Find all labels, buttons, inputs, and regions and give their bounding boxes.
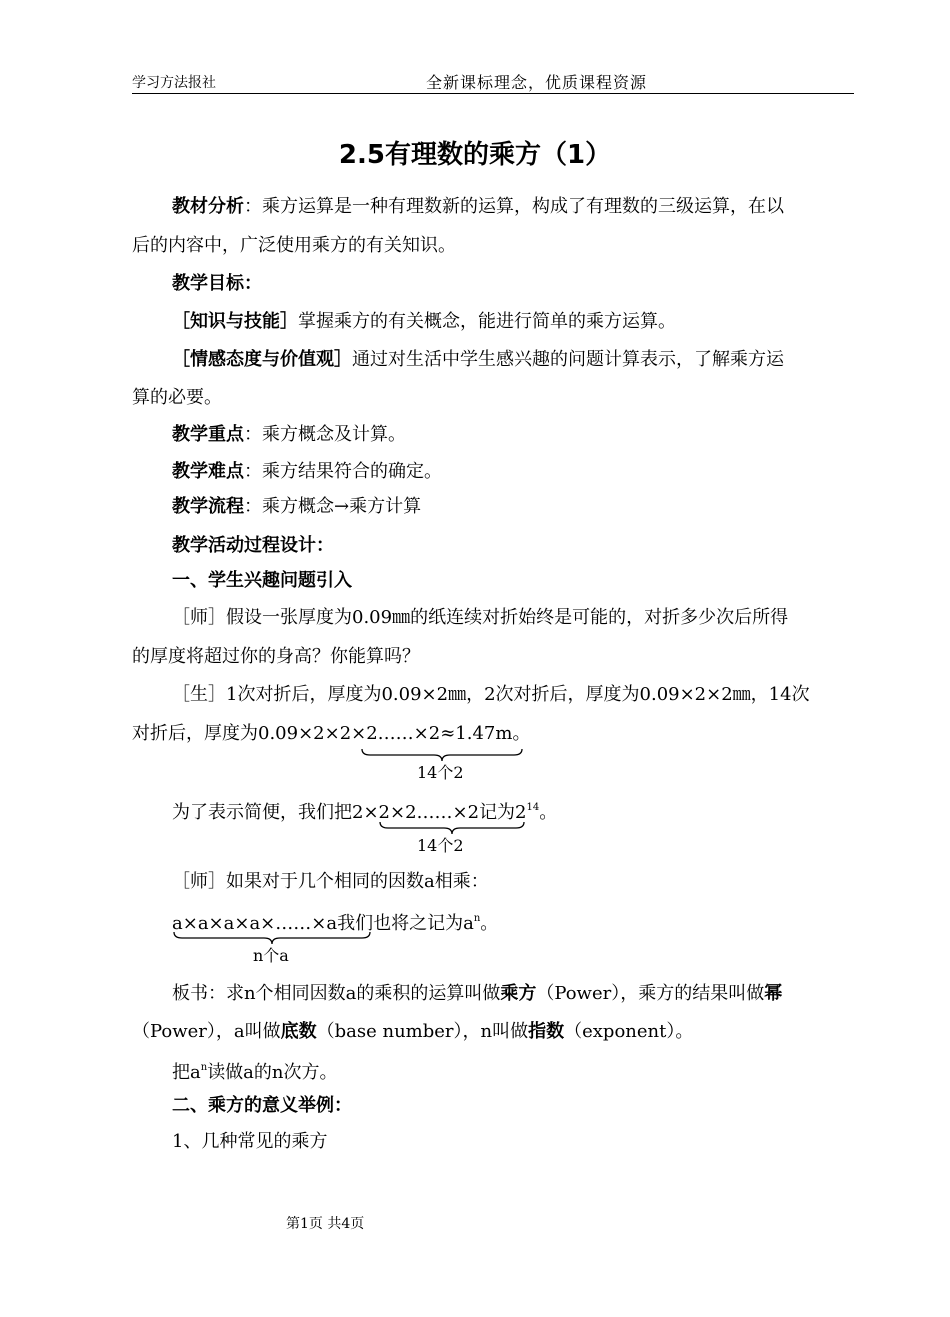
brace-1-label: 14个2 (417, 763, 464, 782)
teacher-statement-2: ［师］如果对于几个相同的因数a相乘： (172, 871, 489, 892)
header-slogan: 全新课标理念，优质课程资源 (426, 73, 648, 92)
read-line: 把$a^n$读做a的n次方。 (172, 1062, 338, 1083)
board-line-2: （Power），a叫做底数（base number），n叫做指数（exponent）。 (132, 1021, 694, 1042)
item-1: 1、几种常见的乘方 (172, 1131, 328, 1152)
emotion-line-1: ［情感态度与价值观］通过对生活中学生感兴趣的问题计算表示，了解乘方运 (172, 349, 784, 370)
teacher-question-2: 的厚度将超过你的身高？你能算吗？ (132, 646, 420, 667)
student-answer-2: 对折后，厚度为0.09×2×2×2……×2≈1.47m。 (132, 723, 531, 744)
analysis-line-1: 教材分析：乘方运算是一种有理数新的运算，构成了有理数的三级运算，在以 (172, 196, 784, 217)
analysis-line-2: 后的内容中，广泛使用乘方的有关知识。 (132, 235, 456, 256)
page-title: 2.5有理数的乘方（1） (338, 140, 612, 170)
student-answer-1: ［生］1次对折后，厚度为0.09×2㎜，2次对折后，厚度为0.09×2×2㎜，14次 (172, 684, 810, 705)
express-line: 为了表示简便，我们把2×2×2……×2记为$2^{14}$。 (172, 802, 558, 823)
knowledge-line: ［知识与技能］掌握乘方的有关概念，能进行简单的乘方运算。 (172, 311, 676, 332)
board-line-1: 板书：求n个相同因数a的乘积的运算叫做乘方（Power），乘方的结果叫做幂 (172, 983, 783, 1004)
a-expression-line: a×a×a×a×……×a我们也将之记为$a^n$。 (172, 913, 499, 934)
brace-2-label: 14个2 (417, 836, 464, 855)
goals-heading: 教学目标： (172, 273, 262, 294)
section1-heading: 一、学生兴趣问题引入 (172, 570, 352, 591)
section2-heading: 二、乘方的意义举例： (172, 1095, 352, 1116)
flow-line: 教学流程：乘方概念→乘方计算 (172, 496, 422, 517)
activity-heading: 教学活动过程设计： (172, 535, 334, 556)
header-publisher: 学习方法报社 (132, 75, 216, 91)
key-point-line: 教学重点：乘方概念及计算。 (172, 424, 406, 445)
difficulty-line: 教学难点：乘方结果符合的确定。 (172, 461, 442, 482)
page-footer: 第1页 共4页 (286, 1216, 365, 1232)
teacher-question-1: ［师］假设一张厚度为0.09㎜的纸连续对折始终是可能的，对折多少次后所得 (172, 607, 789, 628)
header-rule (132, 93, 854, 94)
brace-3-label: n个a (253, 946, 289, 965)
emotion-line-2: 算的必要。 (132, 387, 222, 408)
